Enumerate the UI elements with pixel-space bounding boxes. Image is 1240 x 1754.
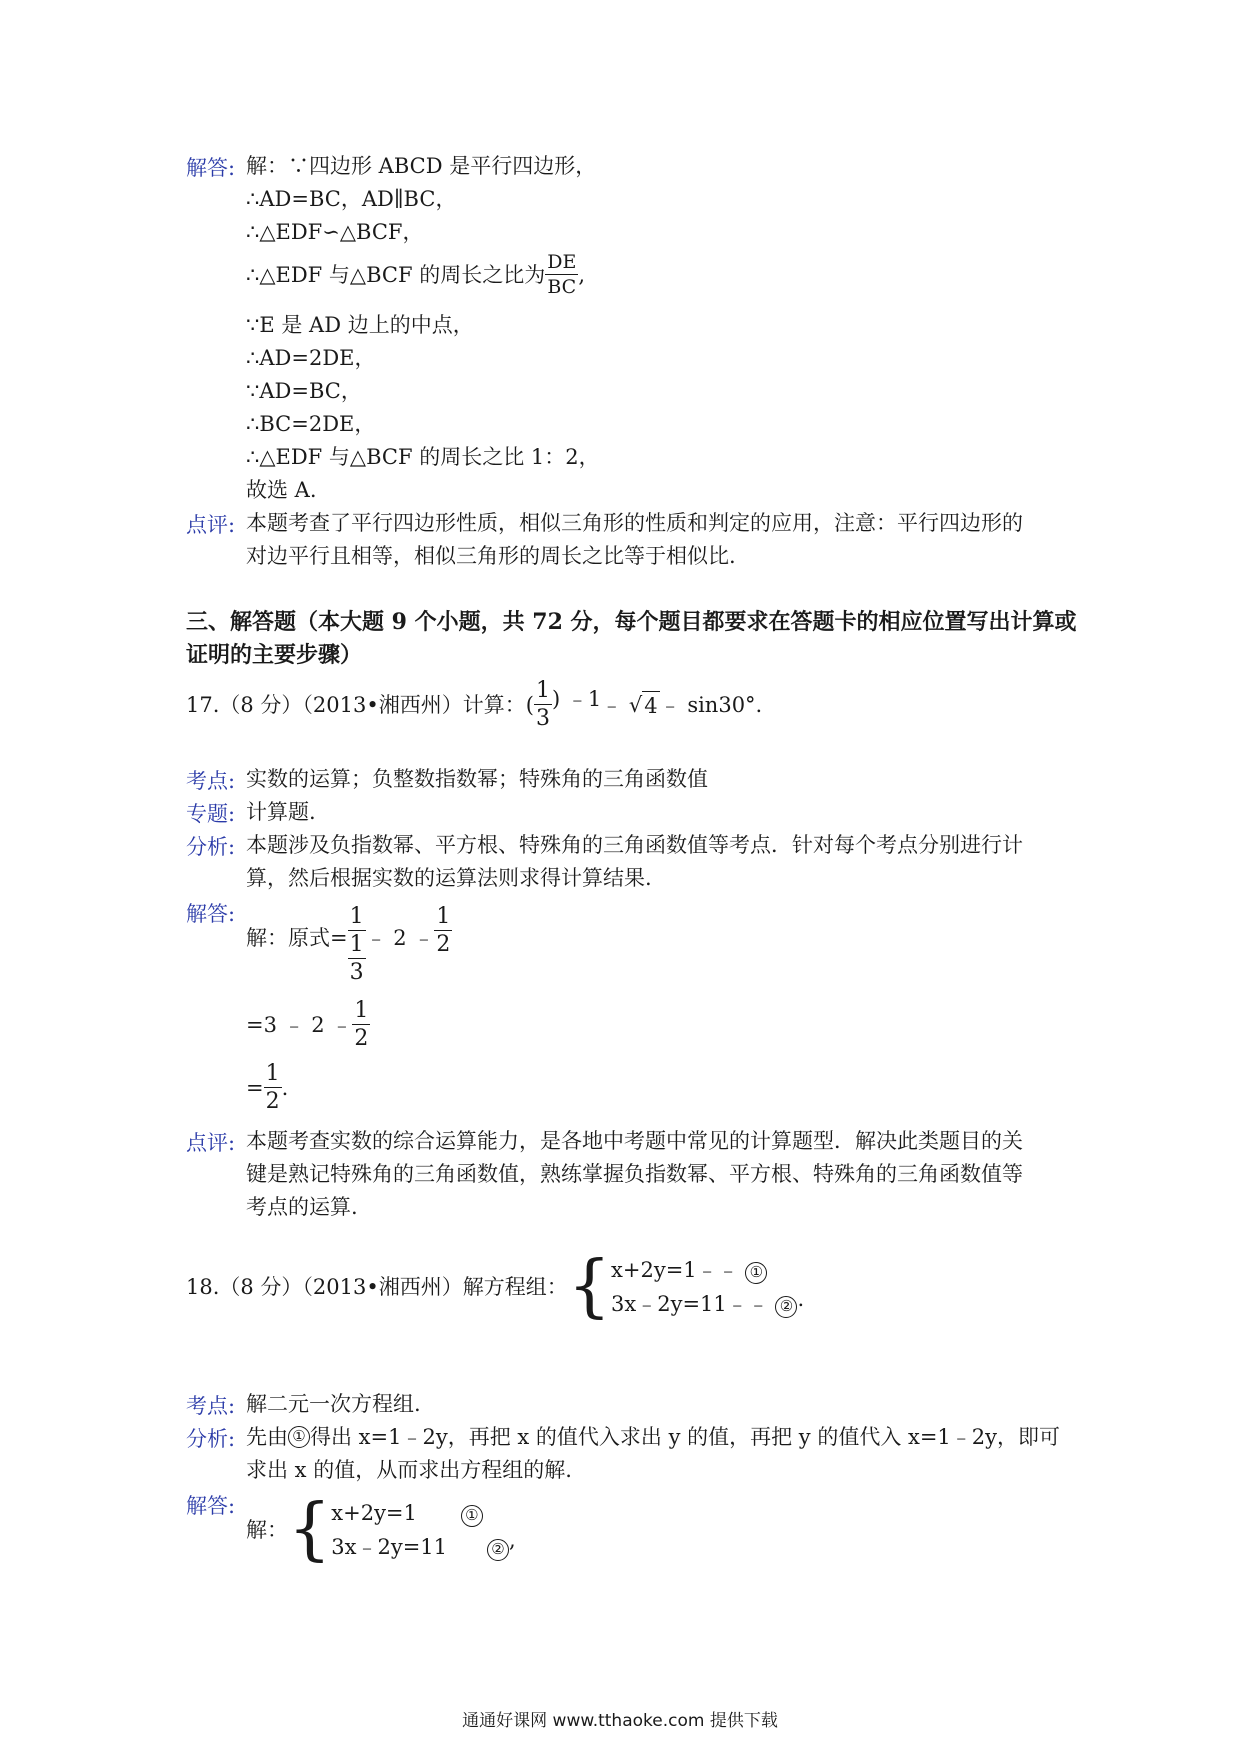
fenxi-label: 分析: [186, 1427, 236, 1451]
q18-stem-suffix: . [797, 1287, 805, 1311]
fraction-denominator: 2 [436, 932, 451, 957]
fraction-numerator: 1 [265, 1061, 280, 1086]
fenxi-text: 得出 x=1﹣2y，再把 x 的值代入求出 y 的值，再把 y 的值代入 x=1﹣2y，即可 [310, 1425, 1061, 1449]
q17-result-fraction [264, 1063, 282, 1113]
q16-solution-line-1: 解：∵四边形 ABCD 是平行四边形， [246, 154, 597, 178]
q16-ratio-fraction [545, 253, 578, 297]
fraction-numerator: 1 [535, 678, 550, 703]
q17-sqrt-symbol: ﹣ √ [601, 693, 643, 717]
jieda-label: 解答: [186, 156, 236, 180]
q18-fenxi-line-2: 求出 x 的值，从而求出方程组的解. [246, 1458, 572, 1482]
circled-number: ① [745, 1262, 767, 1284]
section-heading-line-1: 三、解答题（本大题 9 个小题，共 72 分，每个题目都要求在答题卡的相应位置写出计算或 [186, 609, 1077, 635]
q18-equation-system [611, 1253, 797, 1321]
equation-text: 3x﹣2y=11﹣﹣ [611, 1292, 769, 1316]
equation-text: x+2y=1 [331, 1501, 417, 1525]
q16-solution-line-6: ∴AD=2DE， [246, 346, 376, 370]
fraction-numerator: 1 [349, 904, 364, 929]
fraction-numerator: 1 [349, 932, 364, 957]
fraction-denominator: 3 [535, 706, 550, 731]
q16-solution-line-3: ∴△EDF∽△BCF， [246, 220, 424, 244]
footer-watermark: 通通好课网 www.tthaoke.com 提供下载 [462, 1711, 778, 1731]
fenxi-text: 先由 [246, 1425, 288, 1449]
q17-fenxi-line-2: 算，然后根据实数的运算法则求得计算结果. [246, 866, 652, 890]
q18-solution-prefix: 解： [246, 1518, 288, 1542]
q17-comment-line-1: 本题考查实数的综合运算能力，是各地中考题中常见的计算题型．解决此类题目的关 [246, 1129, 1023, 1153]
fraction-denominator: 2 [265, 1089, 280, 1114]
left-brace: { [567, 1247, 612, 1326]
q17-step-2-prefix: =3 ﹣ 2 ﹣ [246, 1013, 353, 1037]
jieda-label: 解答: [186, 1494, 236, 1518]
q18-solution-equation-2 [331, 1530, 509, 1564]
fraction-denominator [348, 931, 366, 984]
zhuanti-label: 专题: [186, 802, 236, 826]
q18-solution-equation-1 [331, 1496, 509, 1530]
q16-ratio-comma: , [578, 263, 586, 287]
q17-step-3-prefix: = [246, 1076, 264, 1100]
kaodian-label: 考点: [186, 769, 236, 793]
fraction-numerator: 1 [354, 998, 369, 1023]
q18-solution-suffix: , [509, 1528, 516, 1552]
fraction-denominator: 3 [349, 960, 364, 985]
circled-number: ① [288, 1426, 310, 1448]
q17-stem-suffix: ﹣ sin30°. [659, 693, 763, 717]
dianping-label: 点评: [186, 1131, 236, 1155]
left-brace: { [288, 1490, 332, 1569]
fraction-numerator: DE [547, 251, 577, 273]
fraction-numerator: 1 [436, 904, 451, 929]
q17-zhuanti: 计算题. [246, 800, 316, 824]
q17-comment-line-2: 键是熟记特殊角的三角函数值，熟练掌握负指数幂、平方根、特殊角的三角函数值等 [246, 1162, 1023, 1186]
q17-comment-line-3: 考点的运算. [246, 1195, 358, 1219]
circled-number: ① [461, 1505, 483, 1527]
section-heading-line-2: 证明的主要步骤） [186, 642, 363, 668]
q17-radicand: 4 [642, 691, 659, 720]
kaodian-label: 考点: [186, 1394, 236, 1418]
fraction-denominator: 2 [354, 1026, 369, 1051]
circled-number: ② [487, 1539, 509, 1561]
q18-stem [186, 1247, 805, 1326]
q17-step-2-fraction [352, 1000, 370, 1050]
q17-half-fraction [434, 906, 452, 956]
fenxi-label: 分析: [186, 835, 236, 859]
jieda-label: 解答: [186, 902, 236, 926]
q18-kaodian: 解二元一次方程组. [246, 1392, 421, 1416]
equation-text: 3x﹣2y=11 [331, 1535, 448, 1559]
q16-ratio-text: ∴△EDF 与△BCF 的周长之比为 [246, 263, 546, 287]
dianping-label: 点评: [186, 513, 236, 537]
q17-step-1-prefix: 解：原式= [246, 926, 348, 950]
q17-fraction [534, 680, 552, 730]
q17-fenxi-line-1: 本题涉及负指数幂、平方根、特殊角的三角函数值等考点．针对每个考点分别进行计 [246, 833, 1023, 857]
q17-stem-prefix: 17.（8 分）（2013•湘西州）计算：( [186, 693, 534, 717]
equation-text: x+2y=1﹣﹣ [611, 1258, 739, 1282]
q16-solution-line-9: ∴△EDF 与△BCF 的周长之比 1：2， [246, 445, 600, 469]
q16-solution-line-7: ∵AD=BC， [246, 379, 362, 403]
q17-complex-fraction [348, 906, 366, 984]
q16-comment-line-2: 对边平行且相等，相似三角形的周长之比等于相似比. [246, 544, 736, 568]
q16-solution-line-5: ∵E 是 AD 边上的中点， [246, 313, 474, 337]
q17-stem [186, 680, 762, 730]
q16-solution-line-8: ∴BC=2DE， [246, 412, 376, 436]
q16-comment-line-1: 本题考查了平行四边形性质，相似三角形的性质和判定的应用，注意：平行四边形的 [246, 511, 1023, 535]
q18-equation-1 [611, 1253, 797, 1287]
q16-solution-line-10: 故选 A. [246, 478, 317, 502]
q18-solution-system [246, 1490, 516, 1569]
q17-step-2 [246, 1000, 370, 1050]
q17-kaodian: 实数的运算；负整数指数幂；特殊角的三角函数值 [246, 767, 708, 791]
circled-number: ② [775, 1296, 797, 1318]
q16-solution-line-4 [246, 253, 585, 297]
q17-exponent: ) ﹣1 [551, 687, 602, 711]
q16-solution-line-2: ∴AD=BC，AD∥BC， [246, 187, 457, 211]
q17-step-1 [246, 906, 452, 984]
q18-fenxi-line-1 [246, 1423, 1060, 1451]
q18-solution-equations [331, 1496, 509, 1564]
q18-stem-prefix: 18.（8 分）（2013•湘西州）解方程组： [186, 1275, 568, 1299]
q17-step-3 [246, 1063, 288, 1113]
q17-step-3-suffix: . [281, 1076, 289, 1100]
q17-step-1-middle: ﹣ 2 ﹣ [365, 926, 435, 950]
q18-equation-2 [611, 1287, 797, 1321]
fraction-denominator: BC [547, 276, 577, 298]
